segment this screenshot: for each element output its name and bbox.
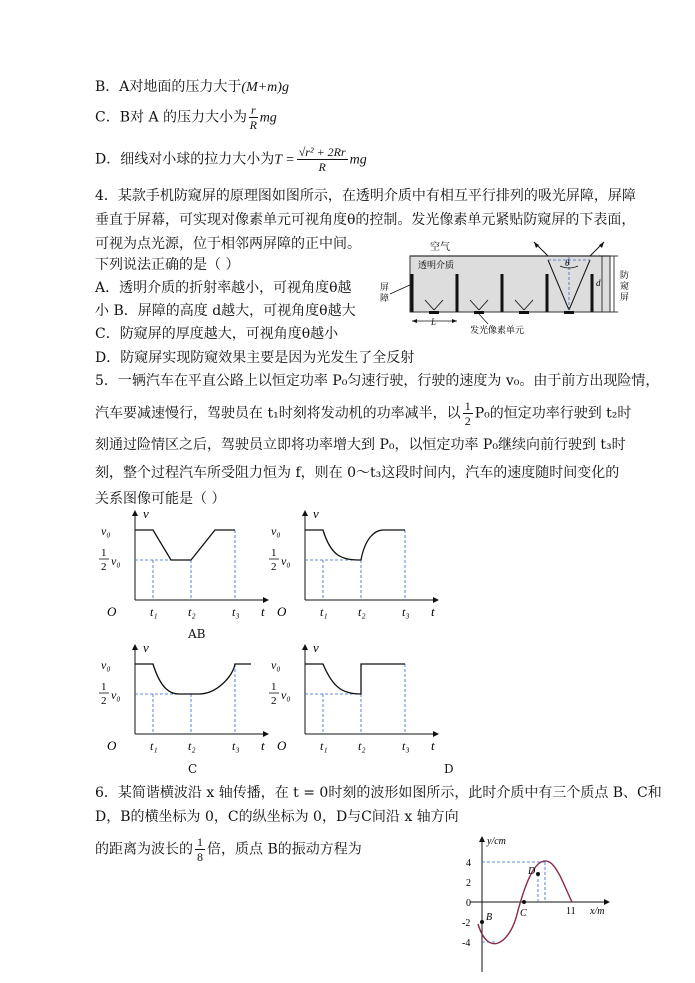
q4-stem-line1: 4．某款手机防窥屏的原理图如图所示，在透明介质中有相互平行排列的吸光屏障，屏障 <box>95 188 636 204</box>
y-axis-label: y/cm <box>487 836 506 847</box>
L-label: L <box>431 317 437 327</box>
t-axis-arrow <box>433 731 439 737</box>
half-num: 1 <box>271 681 277 693</box>
t3-label: t₃ <box>402 739 410 753</box>
q6-stem-line3: 的距离为波长的 $\frac{1}{8}$ 倍，质点 B的振动方程为 <box>95 835 362 864</box>
q3-option-c-text: C．B对 A 的压力大小为 <box>95 109 248 126</box>
q6-stem-line1: 6．某简谐横波沿 x 轴传播，在 t = 0时刻的波形如图所示，此时介质中有三个质点 B、C和 <box>95 785 662 801</box>
q4-privacy-screen-diagram <box>370 238 640 338</box>
q5-graph-a <box>95 508 275 618</box>
velocity-curve <box>135 530 235 560</box>
t1-label: t₁ <box>150 605 158 619</box>
q4-option-b: 小 B．屏障的高度 d越大，可视角度θ越大 <box>95 303 356 319</box>
screen-label: 防窥屏 <box>620 270 630 302</box>
q3-option-d: D．细线对小球的拉力大小为T = $\frac{\text{√r² + 2Rr}}{R}$ mg <box>95 145 367 174</box>
q4-option-a: A．透明介质的折射率越小，可视角度θ越 <box>95 280 352 296</box>
svg-text:B: B <box>486 912 493 923</box>
q4-stem-line3: 可视为点光源，位于相邻两屏障的正中间。 <box>95 236 361 252</box>
v-axis-arrow <box>302 510 308 516</box>
origin-label: O <box>107 738 117 753</box>
q5-graph-d <box>265 642 445 752</box>
t2-label: t₂ <box>188 605 196 619</box>
q3-option-d-fraction: $\frac{\text{√r² + 2Rr}}{R}$ <box>298 145 346 174</box>
half-v0-label: v₀ <box>281 688 291 702</box>
svg-text:11: 11 <box>566 906 576 917</box>
t2-label: t₂ <box>358 605 366 619</box>
q5-graph-b <box>265 508 445 618</box>
air-label: 空气 <box>430 242 450 253</box>
origin-label: O <box>277 738 287 753</box>
t-axis-label: t <box>261 604 265 619</box>
half-num: 1 <box>101 547 107 559</box>
half-den: 2 <box>101 695 107 707</box>
q3-option-d-text: D．细线对小球的拉力大小为 <box>95 151 275 168</box>
half-v0-label: v₀ <box>281 554 291 568</box>
q5-label-d: D <box>444 762 454 776</box>
svg-text:2: 2 <box>466 878 471 889</box>
q4-stem-line4: 下列说法正确的是（ ） <box>95 257 240 273</box>
q5-stem-line3: 刻通过险情区之后，驾驶员立即将功率增大到 P₀，以恒定功率 P₀继续向前行驶到 t₃时 <box>95 437 626 453</box>
t3-label: t₃ <box>232 739 240 753</box>
t3-label: t₃ <box>402 605 410 619</box>
t1-label: t₁ <box>150 739 158 753</box>
v-axis-label: v <box>143 640 149 655</box>
t-axis-arrow <box>433 597 439 603</box>
svg-text:C: C <box>520 908 527 919</box>
q3-option-b <box>95 76 289 96</box>
half-num: 1 <box>271 547 277 559</box>
q5-label-ab: AB <box>188 627 206 641</box>
q5-graph-c <box>95 642 275 752</box>
t1-label: t₁ <box>320 605 328 619</box>
v0-label: v₀ <box>101 658 111 672</box>
d-label: d <box>596 278 601 288</box>
half-den: 2 <box>271 561 277 573</box>
v-axis-label: v <box>313 640 319 655</box>
q4-option-c: C．防窥屏的厚度越大，可视角度θ越小 <box>95 326 339 342</box>
t-axis-label: t <box>431 604 435 619</box>
pixel-label: 发光像素单元 <box>470 325 525 335</box>
velocity-curve <box>135 664 251 694</box>
q4-option-d: D．防窥屏实现防窥效果主要是因为光发生了全反射 <box>95 350 415 366</box>
q5-label-c: C <box>188 762 198 776</box>
svg-text:D: D <box>528 866 536 877</box>
svg-text:-2: -2 <box>462 918 471 929</box>
t2-label: t₂ <box>188 739 196 753</box>
point-b <box>480 920 484 924</box>
v-axis-label: v <box>143 506 149 521</box>
half-v0-label: v₀ <box>111 554 121 568</box>
pixel-2 <box>474 311 484 314</box>
t-axis-label: t <box>261 738 265 753</box>
v0-label: v₀ <box>271 658 281 672</box>
q5-half-fraction: $\frac{1}{2}$ <box>464 399 471 428</box>
half-v0-label: v₀ <box>111 688 121 702</box>
q3-option-b-expr: (M+m)g <box>241 80 289 95</box>
velocity-curve <box>305 530 405 560</box>
q6-wave-graph <box>460 832 620 982</box>
q3-option-c-fraction: $\frac{r}{R}$ <box>249 103 258 132</box>
v-axis-label: v <box>313 506 319 521</box>
q3-option-c: C．B对 A 的压力大小为 $\frac{r}{R}$ mg <box>95 103 277 132</box>
x-axis-label: x/m <box>590 906 605 917</box>
t1-label: t₁ <box>320 739 328 753</box>
theta-label: θ <box>565 258 570 268</box>
q5-stem-line5: 关系图像可能是（ ） <box>95 491 226 507</box>
q5-stem-line4: 刻，整个过程汽车所受阻力恒为 f，则在 0～t₃这段时间内，汽车的速度随时间变化的 <box>95 465 620 481</box>
q3-option-b-text: B．A对地面的压力大于 <box>95 79 242 95</box>
origin-label: O <box>277 604 287 619</box>
pixel-1 <box>429 311 439 314</box>
q5-stem-line1: 5．一辆汽车在平直公路上以恒定功率 P₀匀速行驶，行驶的速度为 v₀。由于前方出现险情， <box>95 373 660 389</box>
pixel-3 <box>519 311 529 314</box>
svg-text:-4: -4 <box>462 938 471 949</box>
v-axis-arrow <box>302 644 308 650</box>
half-den: 2 <box>271 695 277 707</box>
pixel-4 <box>564 311 574 314</box>
medium-label: 透明介质 <box>418 260 455 270</box>
t-axis-label: t <box>431 738 435 753</box>
q6-fraction: $\frac{1}{8}$ <box>197 835 203 864</box>
point-c <box>522 900 526 904</box>
velocity-curve <box>305 664 405 694</box>
t3-label: t₃ <box>232 605 240 619</box>
point-d <box>536 872 540 876</box>
half-num: 1 <box>101 681 107 693</box>
q4-stem-line2: 垂直于屏幕，可实现对像素单元可视角度θ的控制。发光像素单元紧贴防窥屏的下表面， <box>95 212 636 228</box>
t2-label: t₂ <box>358 739 366 753</box>
q5-stem-line2: 汽车要减速慢行，驾驶员在 t₁时刻将发动机的功率减半，以 $\frac{1}{2}$ P₀的恒定功率行驶到 t₂时 <box>95 399 632 428</box>
barrier-label: 屏障 <box>380 282 390 303</box>
v0-label: v₀ <box>271 524 281 538</box>
v0-label: v₀ <box>101 524 111 538</box>
svg-text:0: 0 <box>466 898 471 909</box>
v-axis-arrow <box>132 510 138 516</box>
origin-label: O <box>107 604 117 619</box>
svg-text:4: 4 <box>466 858 471 869</box>
half-den: 2 <box>101 561 107 573</box>
v-axis-arrow <box>132 644 138 650</box>
q6-stem-line2: D，B的横坐标为 0，C的纵坐标为 0，D与C间沿 x 轴方向 <box>95 809 459 825</box>
